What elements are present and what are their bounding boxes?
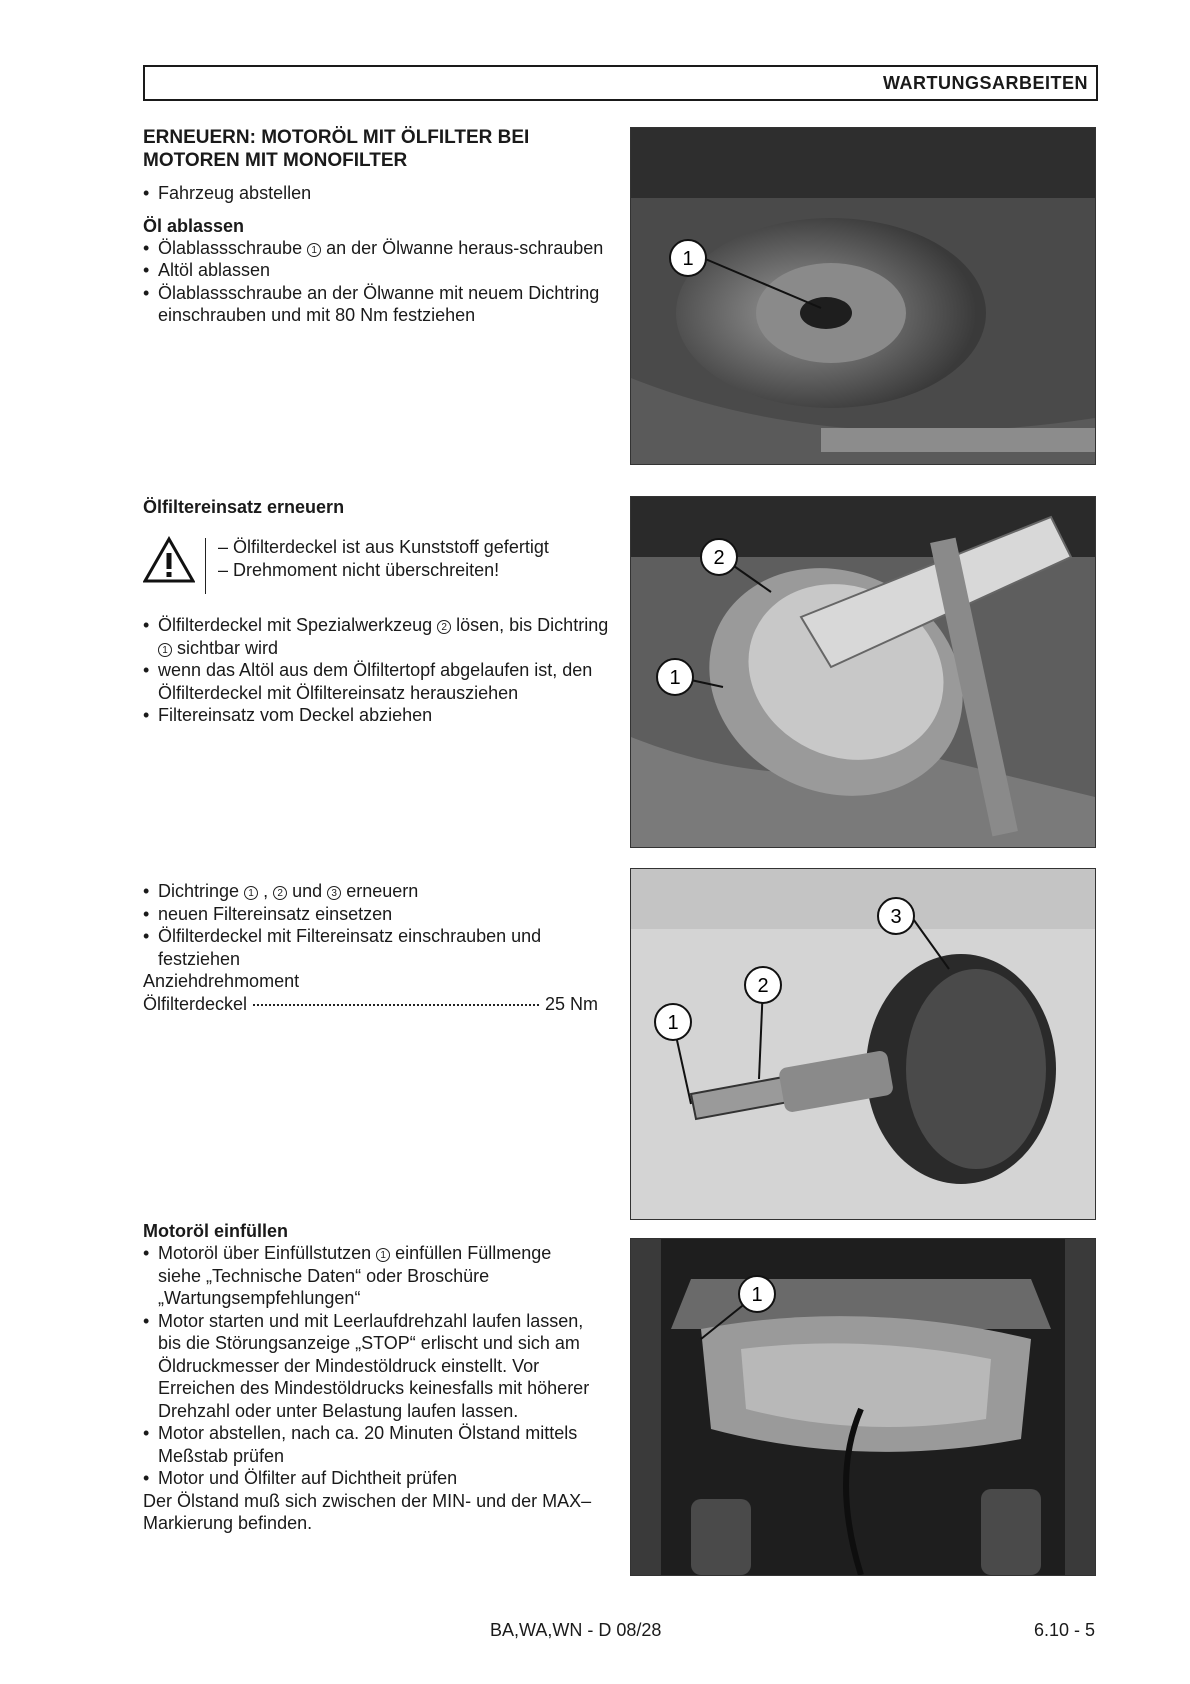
list-item: • Dichtringe 1 , 2 und 3 erneuern — [143, 880, 598, 903]
list-item: • Fahrzeug abstellen — [143, 182, 613, 205]
section-fill-oil — [143, 1220, 593, 1535]
callout-number: 1 — [158, 643, 172, 657]
photo-drain-plug — [630, 127, 1096, 465]
list-item: • Ölfilterdeckel mit Spezialwerkzeug 2 lösen, bis Dichtring 1 sichtbar wird — [143, 614, 618, 659]
warning-block — [143, 536, 618, 594]
section-title: ERNEUERN: MOTORÖL MIT ÖLFILTER BEI MOTOREN MIT MONOFILTER — [143, 127, 530, 171]
photo-oil-filler — [630, 1238, 1096, 1576]
section-filter-replace — [143, 496, 618, 727]
list-item: • Altöl ablassen — [143, 259, 613, 282]
divider — [205, 538, 206, 594]
callout-label: 2 — [713, 547, 725, 569]
list-item: • neuen Filtereinsatz einsetzen — [143, 903, 598, 926]
callout-number: 3 — [327, 886, 341, 900]
bullet-list — [143, 1242, 593, 1490]
list-item: • Ölablassschraube 1 an der Ölwanne heraus-schrauben — [143, 237, 613, 260]
list-item: • Ölablassschraube an der Ölwanne mit neuem Dichtring einschrauben und mit 80 Nm festziehen — [143, 282, 613, 327]
torque-row — [143, 993, 598, 1016]
callout-label: 3 — [890, 906, 902, 928]
list-item: • Motoröl über Einfüllstutzen 1 einfüllen Füllmenge siehe „Technische Daten“ oder Broschüre „Wartungsempfehlungen“ — [143, 1242, 593, 1310]
callout-number: 1 — [307, 243, 321, 257]
callout-label: 1 — [751, 1284, 763, 1306]
list-item: • Filtereinsatz vom Deckel abziehen — [143, 704, 618, 727]
page-number: 6.10 - 5 — [1033, 1620, 1095, 1640]
bullet-list — [143, 182, 613, 205]
callout-number: 2 — [273, 886, 287, 900]
warning-text: – Ölfilterdeckel ist aus Kunststoff gefertigt – Drehmoment nicht überschreiten! — [218, 537, 549, 580]
page-section-title: WARTUNGSARBEITEN — [883, 73, 1088, 93]
list-item: • Motor und Ölfilter auf Dichtheit prüfen — [143, 1467, 593, 1490]
subsection-title: Öl ablassen — [143, 215, 245, 236]
bullet-list — [143, 614, 618, 727]
section-drain-oil — [143, 126, 613, 327]
section-seal-rings — [143, 880, 598, 1015]
callout-number: 1 — [244, 886, 258, 900]
bullet-list — [143, 237, 613, 327]
header-box — [143, 65, 1098, 101]
callout-label: 1 — [667, 1012, 679, 1034]
torque-value: 25 Nm — [544, 993, 598, 1014]
torque-label: Anziehdrehmoment — [143, 971, 300, 991]
bullet-list — [143, 880, 598, 970]
callout-label: 1 — [669, 667, 681, 689]
warning-icon — [143, 536, 195, 584]
closing-note: Der Ölstand muß sich zwischen der MIN- und der MAX– Markierung befinden. — [143, 1490, 592, 1533]
callout-number: 1 — [376, 1248, 390, 1262]
torque-item: Ölfilterdeckel — [143, 993, 248, 1014]
section-title: Ölfiltereinsatz erneuern — [143, 497, 345, 517]
list-item: • Motor abstellen, nach ca. 20 Minuten Ölstand mittels Meßstab prüfen — [143, 1422, 593, 1467]
callout-number: 2 — [437, 620, 451, 634]
list-item: • Ölfilterdeckel mit Filtereinsatz einschrauben und festziehen — [143, 925, 598, 970]
callout-label: 2 — [757, 975, 769, 997]
list-item: • Motor starten und mit Leerlaufdrehzahl laufen lassen, bis die Störungsanzeige „STOP“ erlischt und sich am Öldruckmesser der Mindestöldruck einstellt. Vor Erreichen des Mindestöldrucks keinesfalls mit höherer Drehzahl oder unter Belastung laufen lassen. — [143, 1310, 593, 1423]
section-title: Motoröl einfüllen — [143, 1221, 288, 1241]
callout-label: 1 — [682, 248, 694, 270]
list-item: • wenn das Altöl aus dem Ölfiltertopf abgelaufen ist, den Ölfilterdeckel mit Ölfiltereinsatz herausziehen — [143, 659, 618, 704]
photo-filter-wrench — [630, 496, 1096, 848]
photo-filter-insert — [630, 868, 1096, 1220]
footer-doc-code: BA,WA,WN - D 08/28 — [490, 1620, 662, 1640]
